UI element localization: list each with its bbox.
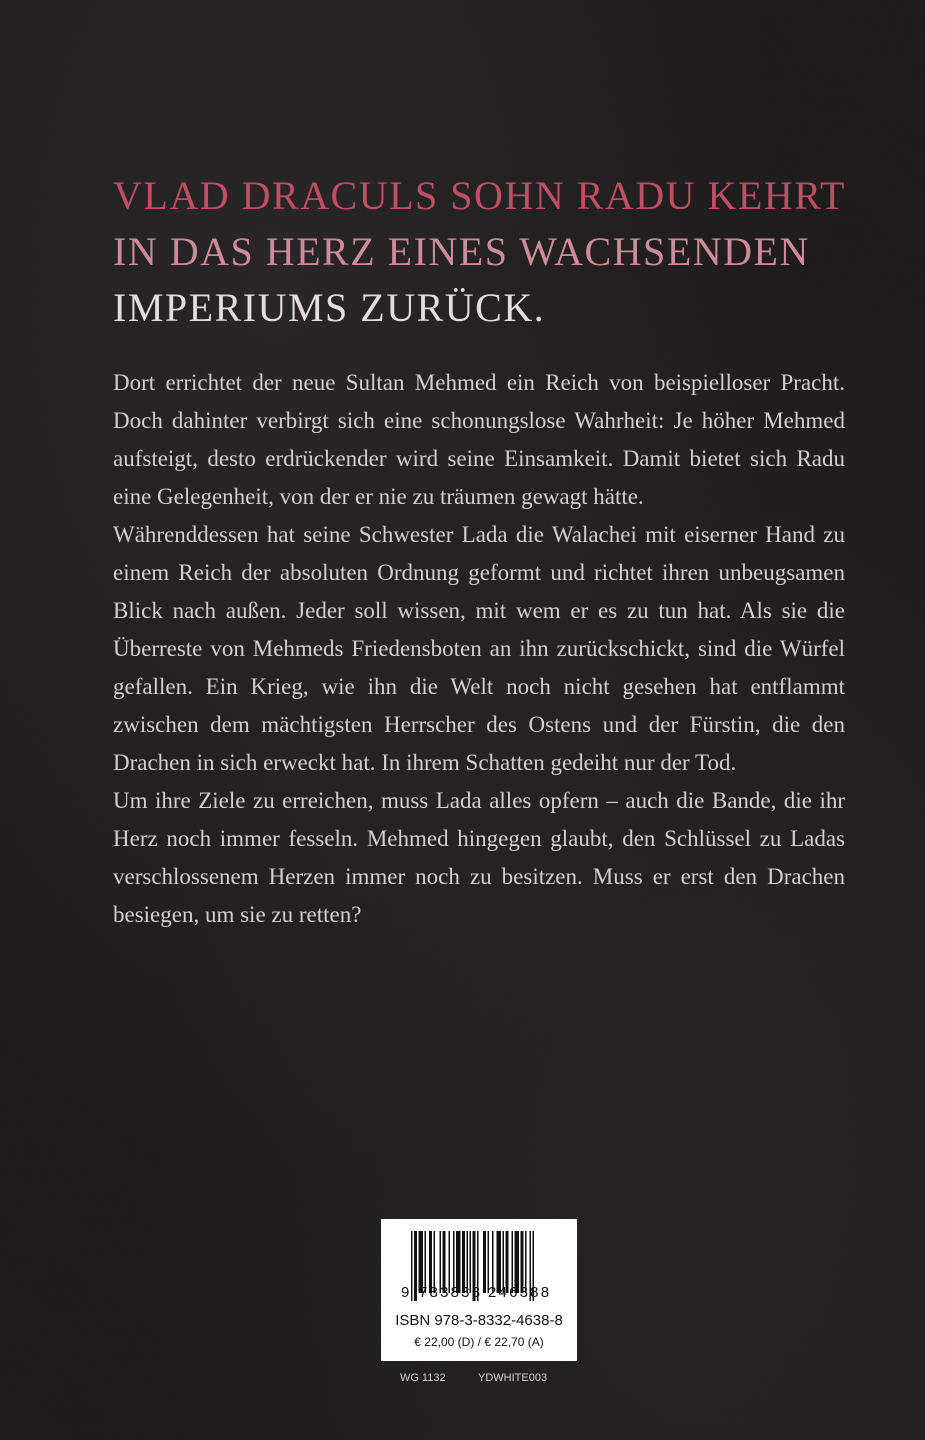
isbn-barcode — [381, 1219, 577, 1311]
blurb-paragraph-1: Dort errichtet der neue Sultan Mehmed ein Reich von beispielloser Pracht. Doch dahinter verbirgt sich eine schonungslose Wahrheit: Je höher Mehmed aufsteigt, desto erdrückender wird seine Einsamkeit. Damit bietet sich Radu eine Gelegenheit, von der er nie zu träumen gewagt hätte. — [113, 370, 845, 509]
barcode-digits-left: 783833 — [419, 1284, 483, 1301]
headline-line-3: IMPERIUMS ZURÜCK. — [113, 285, 546, 330]
blurb-text — [113, 364, 845, 934]
barcode-digits-right: 246388 — [488, 1284, 552, 1301]
headline-line-2: IN DAS HERZ EINES WACHSENDEN — [113, 229, 810, 274]
barcode-bar — [414, 1231, 417, 1301]
product-code-wg: WG 1132 — [400, 1372, 446, 1384]
blurb-paragraph-3: Um ihre Ziele zu erreichen, muss Lada alles opfern – auch die Bande, die ihr Herz noch immer fesseln. Mehmed hingegen glaubt, den Schlüssel zu Ladas verschlossenem Herzen immer noch zu besitzen. Muss er erst den Drachen besiegen, um sie zu retten? — [113, 788, 845, 927]
barcode-bar — [483, 1231, 486, 1293]
product-code-yd: YDWHITE003 — [478, 1372, 548, 1384]
cover-headline — [113, 168, 853, 336]
headline-line-1: VLAD DRACULS SOHN RADU KEHRT — [113, 173, 846, 218]
blurb-paragraph-2: Währenddessen hat seine Schwester Lada die Walachei mit eiserner Hand zu einem Reich der absoluten Ordnung geformt und richtet ihren unbeugsamen Blick nach außen. Jeder soll wissen, mit wem er es zu tun hat. Als sie die Überreste von Mehmeds Friedensboten an ihn zurückschickt, sind die Würfel gefallen. Ein Krieg, wie ihn die Welt noch nicht gesehen hat entflammt zwischen dem mächtigsten Herrscher des Ostens und der Fürstin, die den Drachen in sich erweckt hat. In ihrem Schatten gedeiht nur der Tod. — [113, 522, 845, 775]
price-label: € 22,00 (D) / € 22,70 (A) — [414, 1335, 544, 1349]
barcode-digit-prefix: 9 — [401, 1284, 410, 1301]
isbn-number: ISBN 978-3-8332-4638-8 — [395, 1312, 563, 1329]
barcode-label — [381, 1219, 577, 1361]
barcode-bar — [411, 1231, 413, 1301]
